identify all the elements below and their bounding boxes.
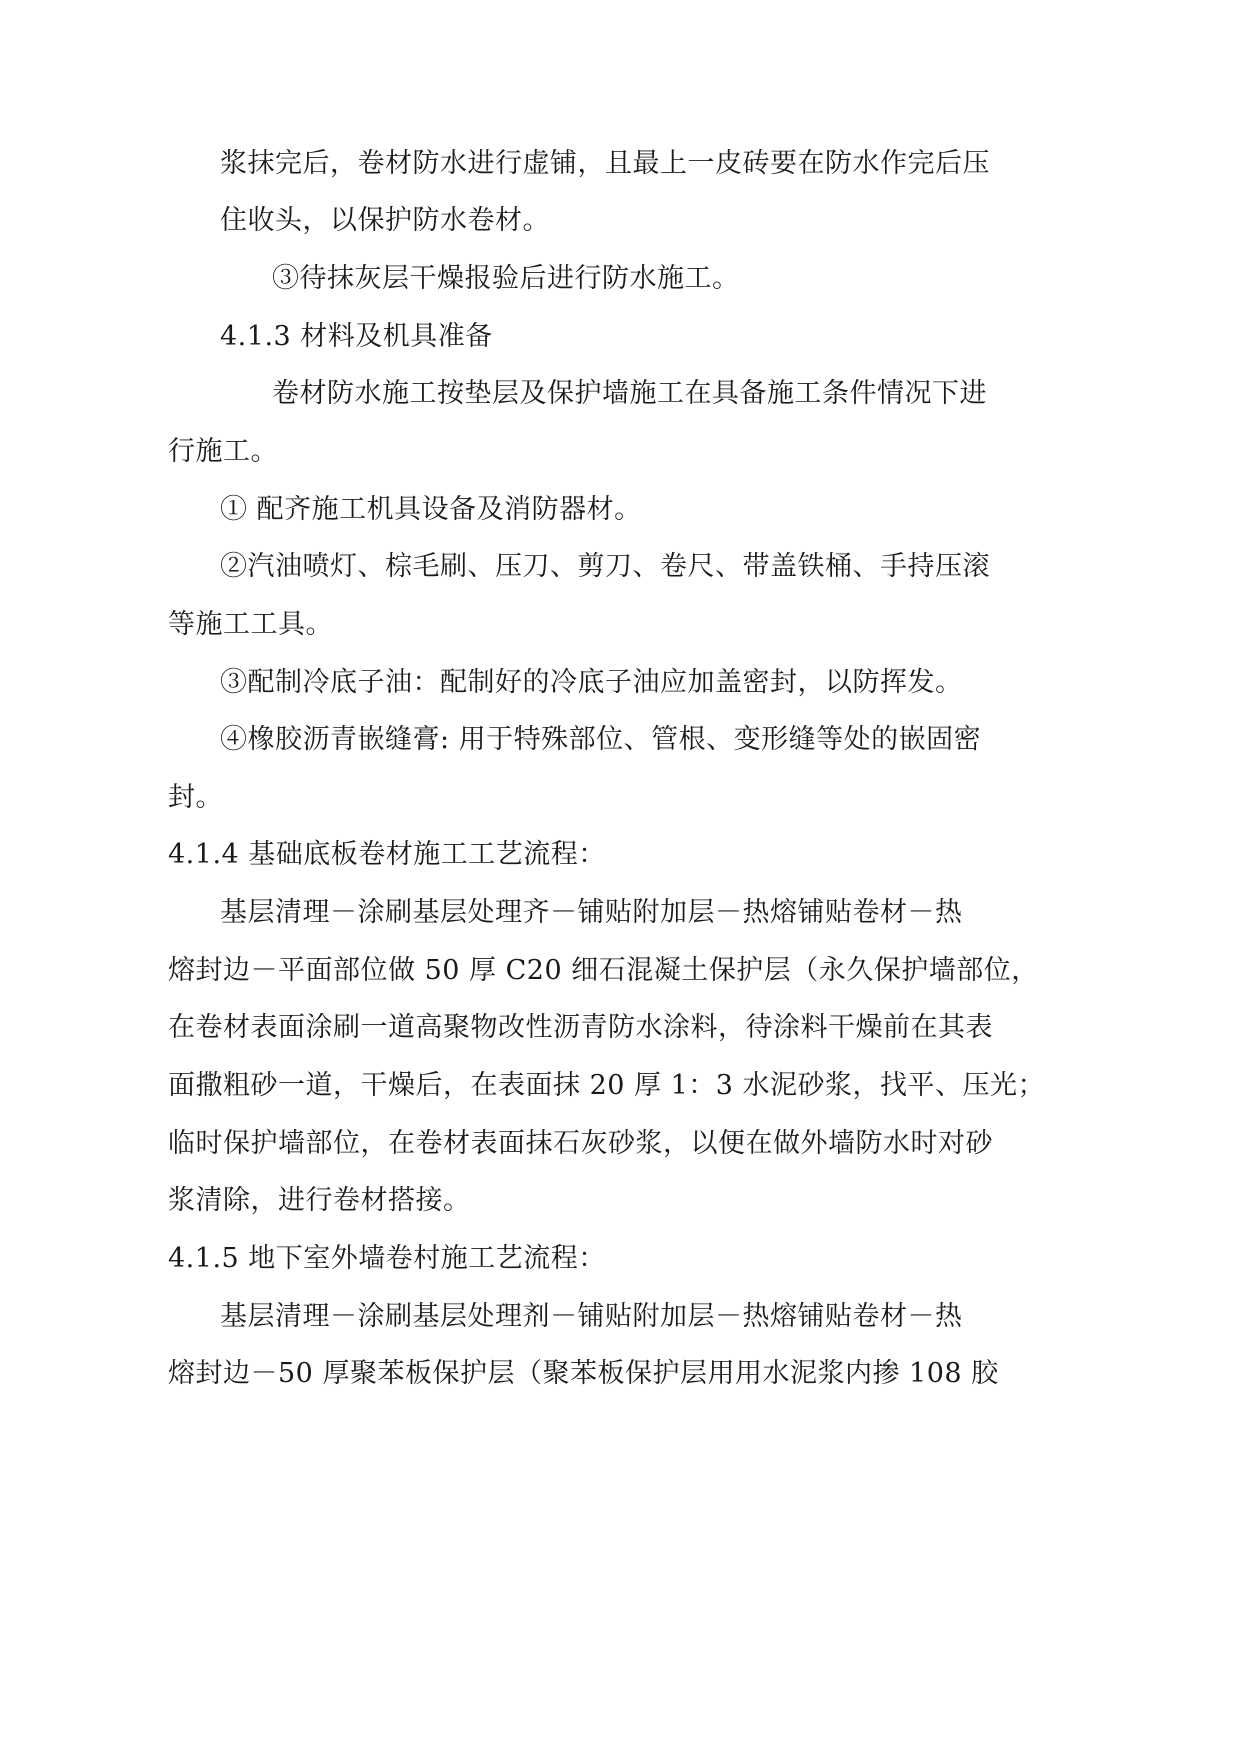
- text-line: 行施工。: [168, 436, 278, 467]
- list-item: ②汽油喷灯、棕毛刷、压刀、剪刀、卷尺、带盖铁桶、手持压滚: [220, 551, 990, 582]
- section-heading: 4.1.5 地下室外墙卷村施工艺流程：: [168, 1243, 606, 1274]
- text-line: 卷材防水施工按垫层及保护墙施工在具备施工条件情况下进: [272, 378, 987, 409]
- text-line: 等施工工具。: [168, 609, 333, 640]
- text-line: 封。: [168, 782, 223, 813]
- text-line: 住收头，以保护防水卷材。: [220, 205, 550, 236]
- text-line: 浆抹完后，卷材防水进行虚铺，且最上一皮砖要在防水作完后压: [220, 148, 990, 179]
- text-line: ③待抹灰层干燥报验后进行防水施工。: [272, 263, 740, 294]
- text-line: 面撒粗砂一道，干燥后，在表面抹 20 厚 1：3 水泥砂浆，找平、压光；: [168, 1070, 1046, 1101]
- section-heading: 4.1.4 基础底板卷材施工工艺流程：: [168, 839, 606, 870]
- list-item: ① 配齐施工机具设备及消防器材。: [220, 494, 642, 525]
- text-line: 熔封边－50 厚聚苯板保护层（聚苯板保护层用用水泥浆内掺 108 胶: [168, 1358, 999, 1389]
- text-line: 浆清除，进行卷材搭接。: [168, 1185, 471, 1216]
- text-line: 熔封边－平面部位做 50 厚 C20 细石混凝土保护层（永久保护墙部位，: [168, 955, 1039, 986]
- text-line: 基层清理－涂刷基层处理剂－铺贴附加层－热熔铺贴卷材－热: [220, 1301, 963, 1332]
- text-line: 在卷材表面涂刷一道高聚物改性沥青防水涂料，待涂料干燥前在其表: [168, 1012, 993, 1043]
- list-item: ③配制冷底子油：配制好的冷底子油应加盖密封，以防挥发。: [220, 667, 963, 698]
- text-line: 基层清理－涂刷基层处理齐－铺贴附加层－热熔铺贴卷材－热: [220, 897, 963, 928]
- text-line: 临时保护墙部位，在卷材表面抹石灰砂浆，以便在做外墙防水时对砂: [168, 1128, 993, 1159]
- list-item: ④橡胶沥青嵌缝膏: 用于特殊部位、管根、变形缝等处的嵌固密: [220, 724, 982, 755]
- section-heading: 4.1.3 材料及机具准备: [220, 321, 493, 352]
